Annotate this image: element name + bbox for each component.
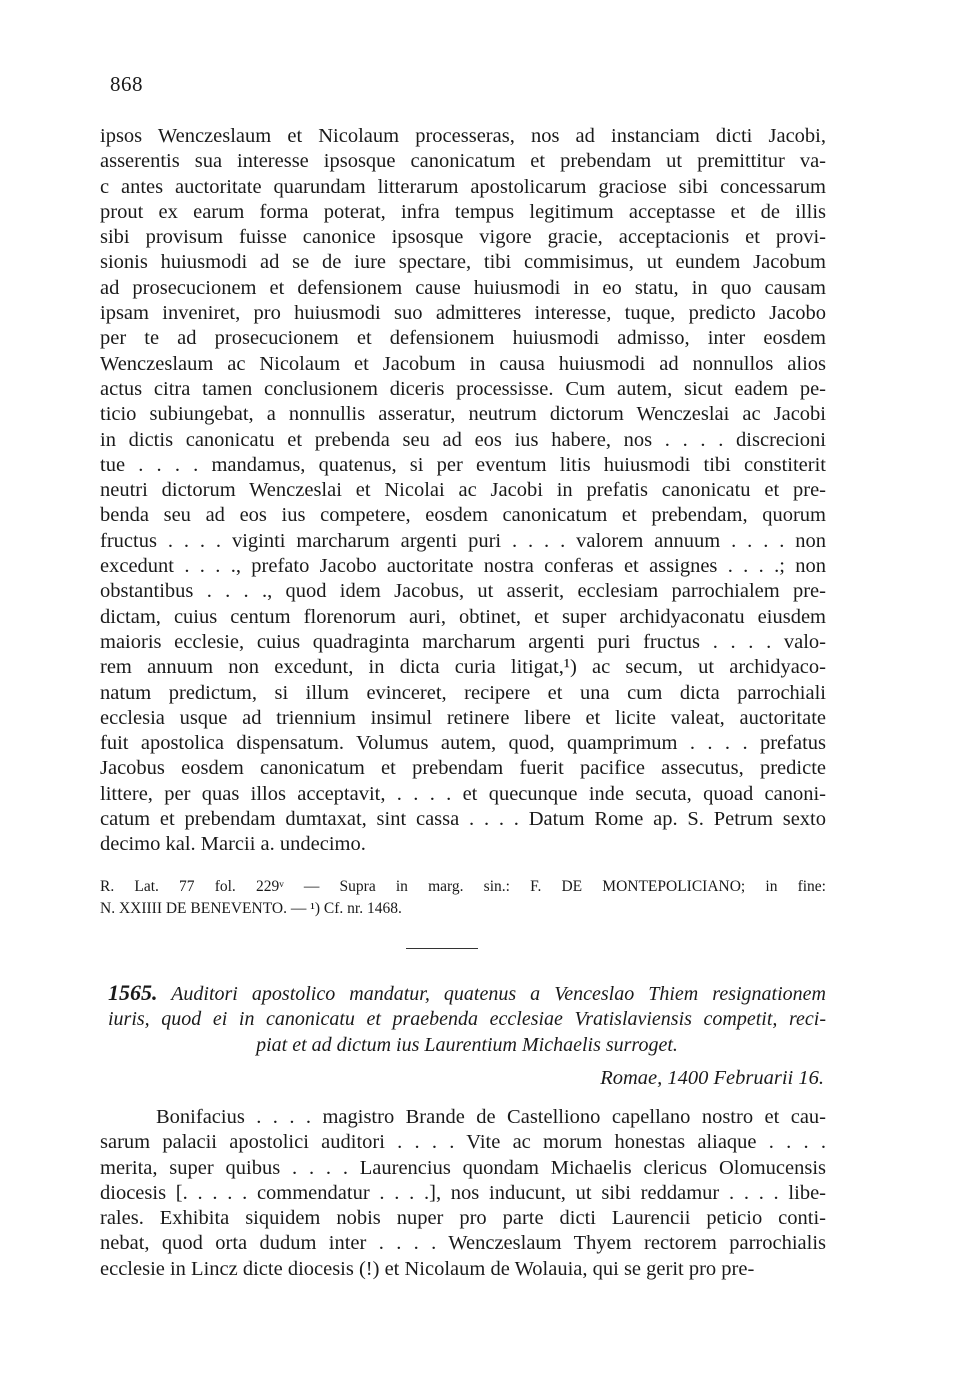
- text-line: littere, per quas illos acceptavit, . . . . et quecunque inde secuta, quoad canoni-: [100, 782, 826, 805]
- text-line: R. Lat. 77 fol. 229ᵛ — Supra in marg. sin.: F. DE MONTEPOLICIANO; in fine:: [100, 878, 826, 895]
- entry-number: 1565.: [108, 980, 158, 1005]
- text-line: in dictis canonicatu et prebenda seu ad eos ius habere, nos . . . . discrecioni: [100, 428, 826, 451]
- entry-body: [100, 1105, 826, 1282]
- text-line: fructus . . . . viginti marcharum argenti puri . . . . valorem annuum . . . . non: [100, 529, 826, 552]
- text-line: ecclesie in Lincz dicte diocesis (!) et Nicolaum de Wolauia, qui se gerit pro pre-: [100, 1257, 755, 1280]
- text-line: prout ex earum forma poterat, infra tempus legitimum acceptasse et de illis: [100, 200, 826, 223]
- text-line: neutri dictorum Wenczeslai et Nicolai ac Jacobi in prefatis canonicatu et pre-: [100, 479, 826, 502]
- text-line: Jacobus eosdem canonicatum et prebendam fuerit pacifice assecutus, predicte: [100, 757, 826, 780]
- text-line: excedunt . . . ., prefato Jacobo auctoritate nostra conferas et assignes . . . .; non: [100, 555, 826, 578]
- text-line: diocesis [. . . . . commendatur . . . .], nos inducunt, ut sibi reddamur . . . . libe-: [100, 1181, 826, 1204]
- text-line: decimo kal. Marcii a. undecimo.: [100, 833, 366, 856]
- text-line: fuit apostolica dispensatum. Volumus autem, quod, quamprimum . . . . prefatus: [100, 732, 826, 755]
- entry-header: [108, 980, 826, 1058]
- text-line: nebat, quod orta dudum inter . . . . Wenczeslaum Thyem rectorem parrochialis: [100, 1232, 826, 1255]
- text-line: benda seu ad eos ius competere, eosdem canonicatum et prebendam, quorum: [100, 504, 826, 527]
- text-line: Wenczeslaum ac Nicolaum et Jacobum in causa huiusmodi ad nonnullos alios: [100, 352, 826, 375]
- entry-header-text: Auditori apostolico mandatur, quatenus a Venceslao Thiem resignationem: [157, 983, 826, 1005]
- text-line: rem annuum non excedunt, in dicta curia litigat,¹) ac secum, ut archidyaco-: [100, 656, 826, 679]
- text-line: ecclesia usque ad triennium insimul retinere libere et licite valeat, auctoritate: [100, 706, 826, 729]
- text-line: obstantibus . . . ., quod idem Jacobus, ut asserit, ecclesiam parrochialem pre-: [100, 580, 826, 603]
- entry-header-line: iuris, quod ei in canonicatu et praebenda ecclesiae Vratislaviensis competit, reci-: [108, 1008, 826, 1030]
- text-line: sibi provisum fuisse canonice ipsosque vigore gracie, acceptacionis et provi-: [100, 226, 826, 249]
- text-line: tue . . . . mandamus, quatenus, si per eventum litis huiusmodi tibi constiterit: [100, 453, 826, 476]
- section-separator: [406, 948, 478, 949]
- body-text: [100, 124, 826, 858]
- text-line: sarum palacii apostolici auditori . . . . Vite ac morum honestas aliaque . . . .: [100, 1131, 826, 1154]
- text-line: Bonifacius . . . . magistro Brande de Castelliono capellano nostro et cau-: [156, 1106, 826, 1128]
- text-line: per te ad prosecucionem et defensionem huiusmodi admisso, inter eosdem: [100, 327, 826, 350]
- text-line: sionis huiusmodi ad se de iure spectare, tibi commisimus, ut eundem Jacobum: [100, 251, 826, 274]
- entry-header-line: piat et ad dictum ius Laurentium Michaelis surroget.: [256, 1034, 678, 1056]
- text-line: actus citra tamen conclusionem diceris processisse. Cum autem, sicut eadem pe-: [100, 377, 826, 400]
- text-line: c antes auctoritate quarundam litterarum apostolicarum graciose sibi concessarum: [100, 175, 826, 198]
- entry-date: Romae, 1400 Februarii 16.: [600, 1067, 824, 1089]
- text-line: natum predictum, si illum evinceret, recipere et una cum dicta parrochiali: [100, 681, 826, 704]
- text-line: merita, super quibus . . . . Laurencius quondam Michaelis clericus Olomucensis: [100, 1156, 826, 1179]
- footnotes: [100, 876, 826, 920]
- text-line: ipsos Wenczeslaum et Nicolaum processeras, nos ad instanciam dicti Jacobi,: [100, 125, 826, 147]
- entry-header-line: [108, 980, 826, 1006]
- text-line: ipsam inveniret, pro huiusmodi suo admitteres interesse, tuque, predicto Jacobo: [100, 302, 826, 325]
- text-line: ticio subiungebat, a nonnullis asseratur, neutrum dictorum Wenczeslai ac Jacobi: [100, 403, 826, 426]
- page-number: 868: [110, 72, 143, 96]
- text-line: N. XXIIII DE BENEVENTO. — ¹) Cf. nr. 1468.: [100, 900, 402, 917]
- text-line: dictam, cuius centum florenorum auri, obtinet, et super archidyaconatu eiusdem: [100, 605, 826, 628]
- text-line: maioris ecclesie, cuius quadraginta marcharum argenti puri fructus . . . . valo-: [100, 630, 826, 653]
- text-line: catum et prebendam dumtaxat, sint cassa . . . . Datum Rome ap. S. Petrum sexto: [100, 808, 826, 831]
- text-line: rales. Exhibita siquidem nobis nuper pro parte dicti Laurencii peticio conti-: [100, 1207, 826, 1230]
- text-line: ad prosecucionem et defensionem cause huiusmodi in eo statu, in quo causam: [100, 276, 826, 299]
- text-line: asserentis sua interesse ipsosque canonicatum et prebendam ut premittitur va-: [100, 150, 826, 173]
